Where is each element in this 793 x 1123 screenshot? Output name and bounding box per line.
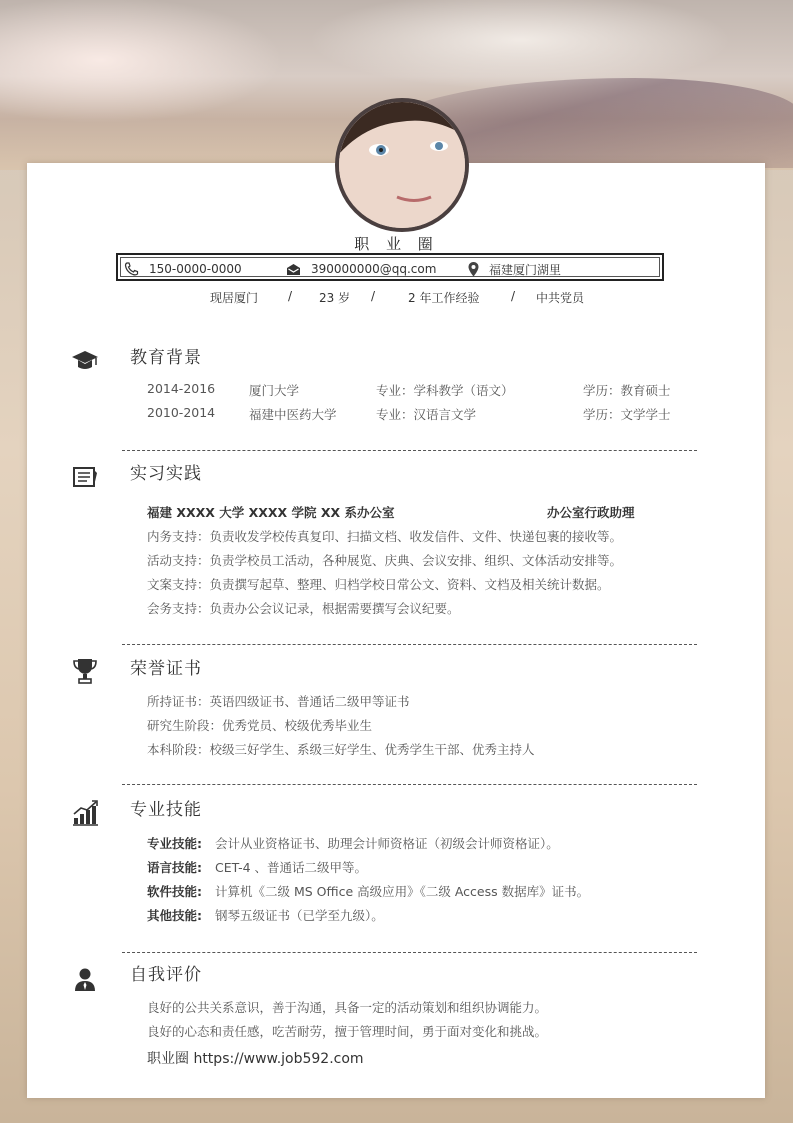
meta-experience: 2 年工作经验 [408,291,480,305]
edu-major: 专业：汉语言文学 [376,407,477,422]
location-pin-icon [468,262,479,277]
trophy-icon [70,656,100,686]
phone-text: 150-0000-0000 [149,262,242,276]
profile-name: 职 业 圈 [354,235,439,253]
internship-position: 办公室行政助理 [547,505,635,520]
phone-icon [124,262,139,276]
skill-label: 语言技能: [147,860,202,875]
internship-item: 内务支持：负责收发学校传真复印、扫描文档、收发信件、文件、快递包裹的接收等。 [147,529,623,544]
section-divider [122,644,697,645]
edu-school: 福建中医药大学 [249,407,337,422]
meta-city: 现居厦门 [210,291,259,305]
skill-label: 软件技能: [147,884,202,899]
avatar [335,98,469,232]
honor-item: 所持证书：英语四级证书、普通话二级甲等证书 [147,694,410,709]
section-divider [122,784,697,785]
meta-sep: / [511,289,516,303]
edu-degree: 学历：教育硕士 [583,383,671,398]
skill-text: 钢琴五级证书（已学至九级）。 [215,908,384,923]
edu-school: 厦门大学 [249,383,300,398]
skills-title: 专业技能 [130,800,202,820]
honors-title: 荣誉证书 [130,659,202,679]
location-text: 福建厦门湖里 [489,263,562,277]
edu-period: 2010-2014 [147,405,216,420]
internship-item: 文案支持：负责撰写起草、整理、归档学校日常公文、资料、文档及相关统计数据。 [147,577,610,592]
email-text[interactable]: 390000000@qq.com [311,262,437,276]
skill-text: CET-4 、普通话二级甲等。 [215,860,368,875]
internship-item: 活动支持：负责学校员工活动，各种展览、庆典、会议安排、组织、文体活动安排等。 [147,553,623,568]
internship-title: 实习实践 [130,464,202,484]
self-item: 良好的心态和责任感，吃苦耐劳，擅于管理时间，勇于面对变化和挑战。 [147,1024,548,1039]
honor-item: 研究生阶段：优秀党员、校级优秀毕业生 [147,718,373,733]
footer-brand[interactable]: 职业圈 https://www.job592.com [147,1051,364,1067]
self-title: 自我评价 [130,965,202,985]
honor-item: 本科阶段：校级三好学生、系级三好学生、优秀学生干部、优秀主持人 [147,742,535,757]
skill-text: 计算机《二级 MS Office 高级应用》《二级 Access 数据库》证书。 [215,884,590,899]
skill-text: 会计从业资格证书、助理会计师资格证（初级会计师资格证）。 [215,836,559,851]
notebook-icon [70,462,100,492]
contact-email [286,262,436,276]
education-title: 教育背景 [130,348,202,368]
user-icon [70,964,100,994]
resume-card [27,163,765,1098]
bar-chart-icon [70,798,100,828]
meta-sep: / [288,289,293,303]
edu-degree: 学历：文学学士 [583,407,671,422]
graduation-cap-icon [70,346,100,376]
internship-item: 会务支持：负责办公会议记录，根据需要撰写会议纪要。 [147,601,460,616]
contact-phone [124,262,242,276]
internship-org: 福建 XXXX 大学 XXXX 学院 XX 系办公室 [147,505,395,520]
edu-period: 2014-2016 [147,381,216,396]
contact-location [468,261,561,278]
self-item: 良好的公共关系意识，善于沟通，具备一定的活动策划和组织协调能力。 [147,1000,548,1015]
section-divider [122,952,697,953]
meta-age: 23 岁 [319,291,351,305]
skill-label: 其他技能: [147,908,202,923]
skill-label: 专业技能: [147,836,202,851]
meta-sep: / [371,289,376,303]
section-divider [122,450,697,451]
meta-party: 中共党员 [536,291,585,305]
envelope-icon [286,263,301,276]
edu-major: 专业：学科教学（语文） [376,383,514,398]
